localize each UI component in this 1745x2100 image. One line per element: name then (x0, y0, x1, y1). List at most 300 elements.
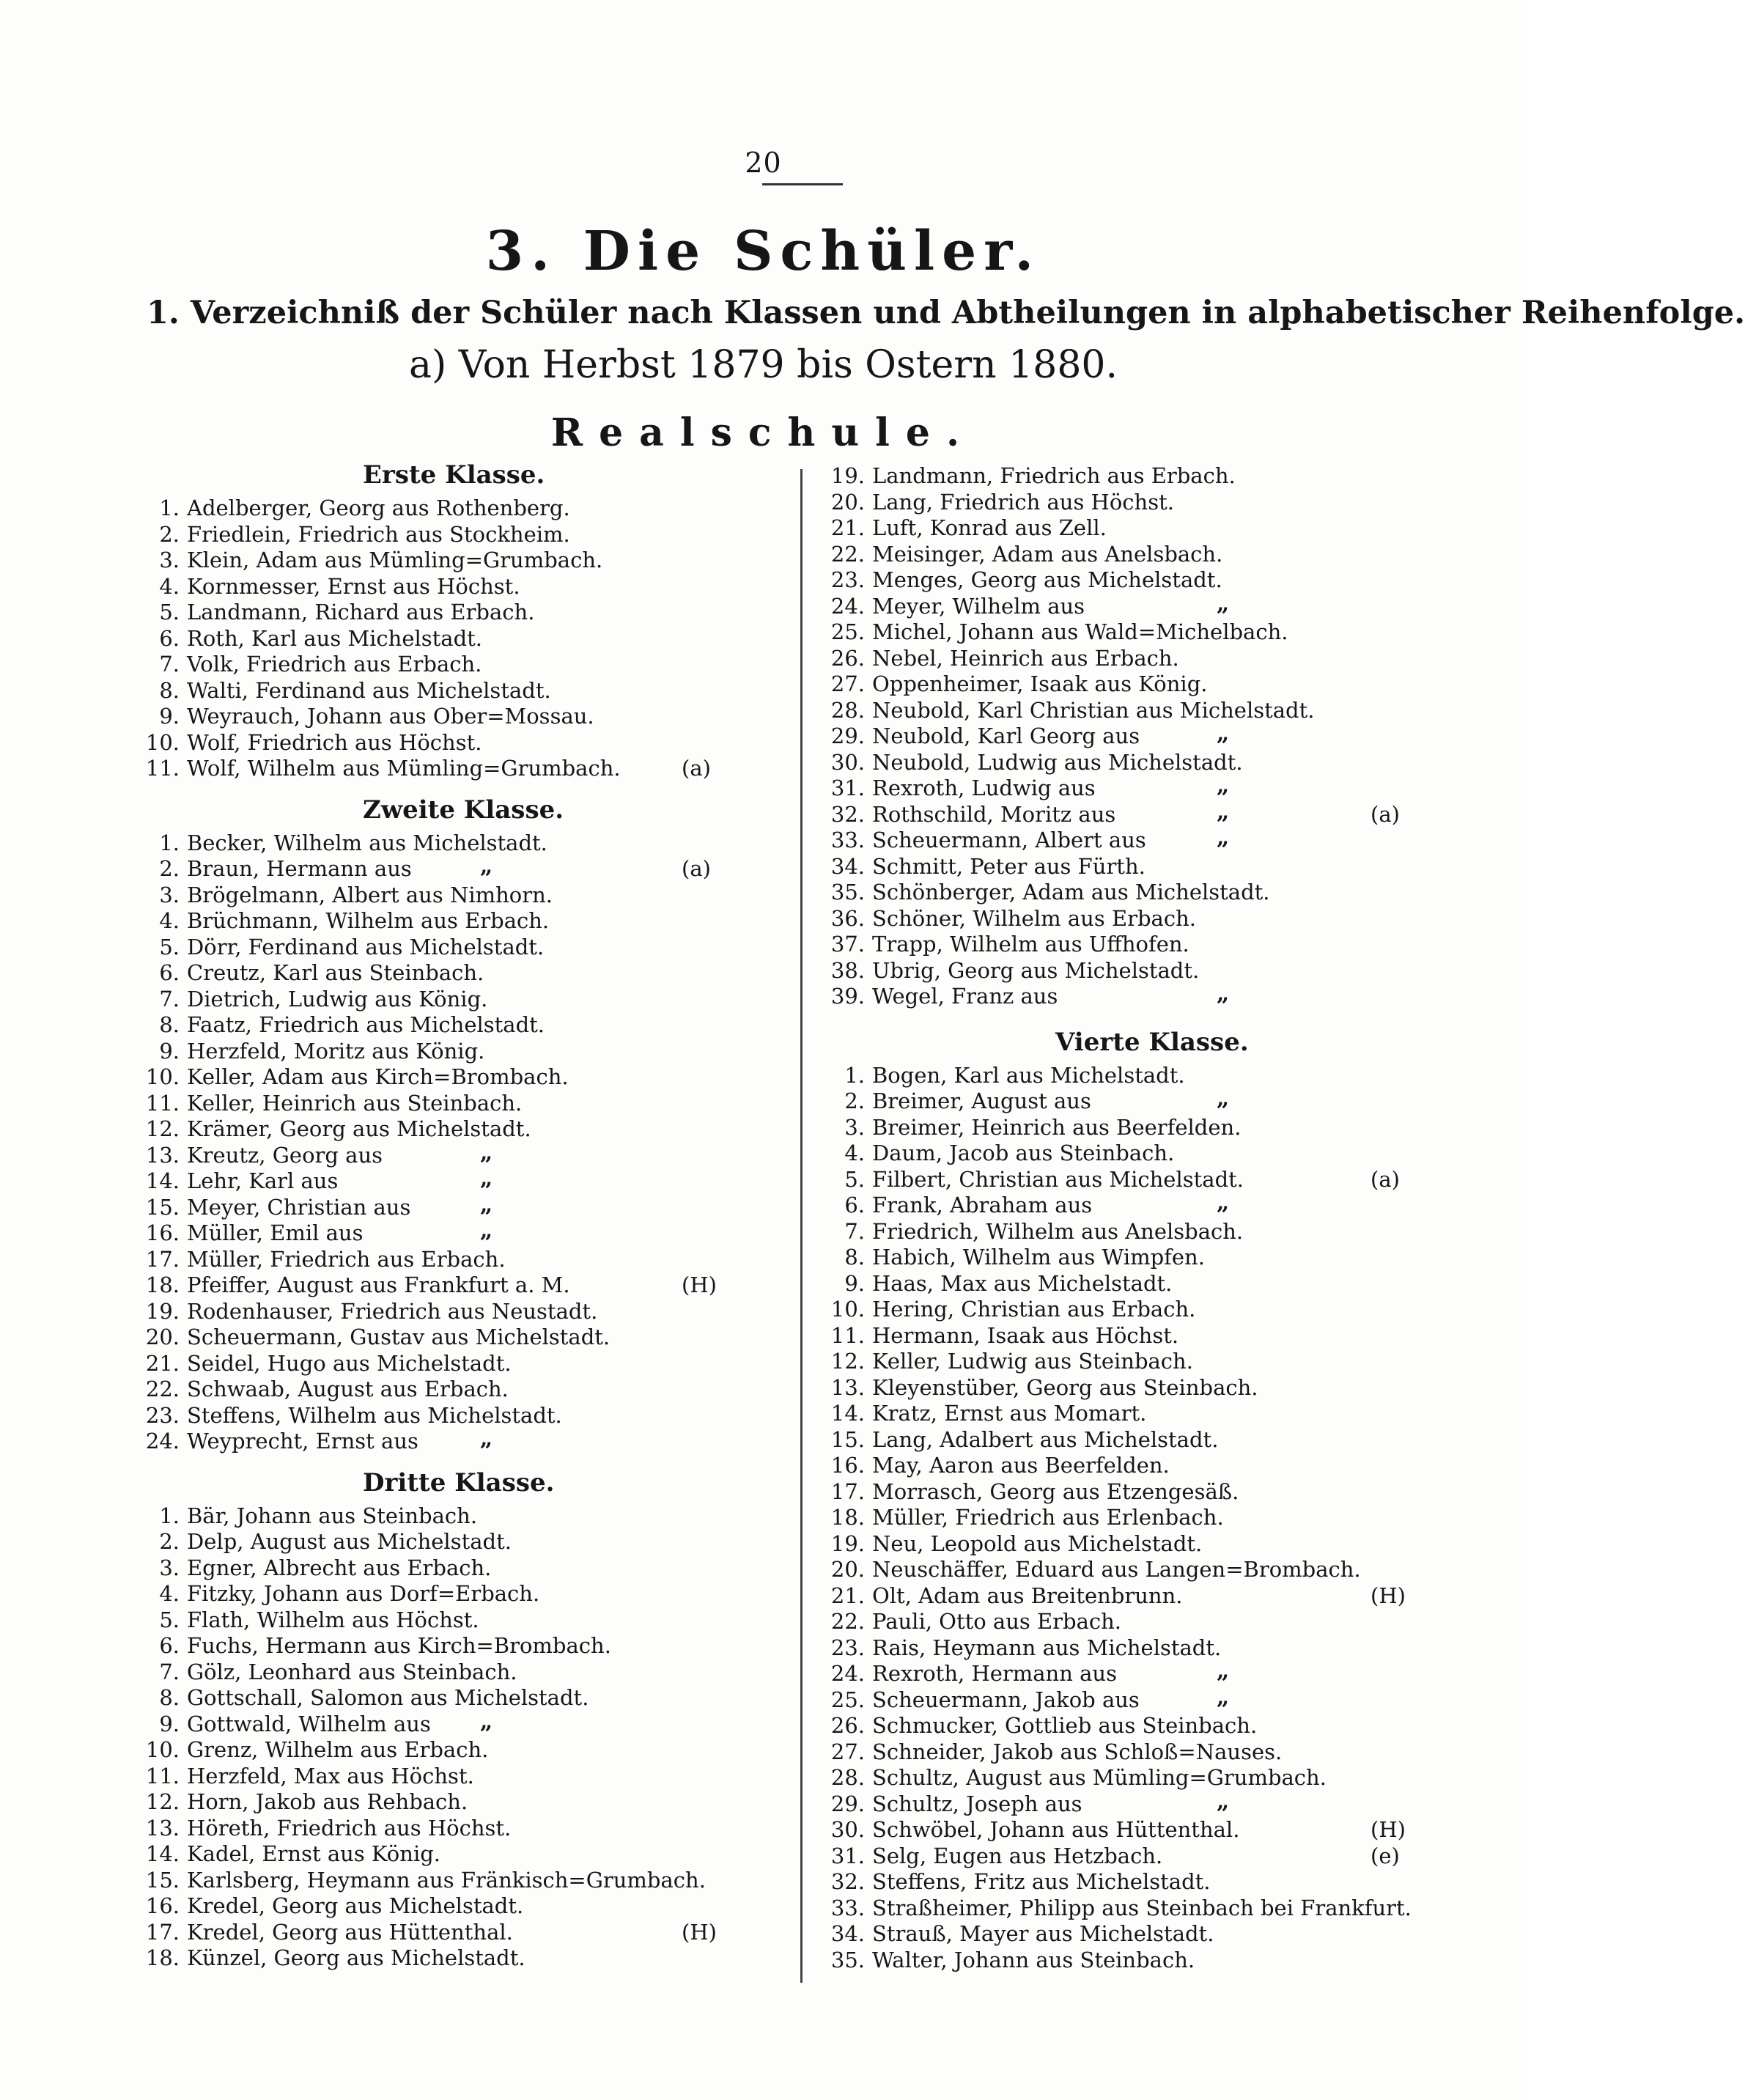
ditto-mark: „ (480, 1708, 493, 1734)
entry-text: Rexroth, Ludwig aus (872, 775, 1096, 800)
student-entry (143, 1868, 788, 1893)
entry-text: Gottschall, Salomon aus Michelstadt. (187, 1685, 589, 1710)
entry-text: Filbert, Christian aus Michelstadt. (872, 1166, 1244, 1192)
entry-number: 20. (830, 489, 865, 515)
student-entry (828, 1219, 1473, 1245)
entry-number: 15. (145, 1194, 180, 1220)
entry-text: Morrasch, Georg aus Etzengesäß. (872, 1478, 1239, 1504)
entry-number: 11. (145, 756, 180, 781)
student-entry (828, 932, 1473, 957)
entry-number: 32. (830, 801, 865, 827)
student-entry (143, 756, 788, 781)
page-number-rule (762, 183, 843, 185)
entry-number: 4. (844, 1141, 865, 1165)
entry-number: 25. (830, 1687, 865, 1712)
student-entry (828, 1115, 1473, 1141)
student-entry (828, 1505, 1473, 1530)
student-entry (143, 1403, 788, 1429)
student-entry (143, 1659, 788, 1685)
student-entry (143, 987, 788, 1012)
student-entry (828, 1167, 1473, 1193)
entry-number: 29. (830, 723, 865, 748)
student-entry (828, 671, 1473, 697)
student-entry (828, 1063, 1473, 1088)
student-entry (828, 723, 1473, 749)
student-entry (828, 1817, 1473, 1843)
entry-text: Creutz, Karl aus Steinbach. (187, 960, 484, 985)
student-entry (828, 825, 1473, 853)
entry-text: Strauß, Mayer aus Michelstadt. (872, 1921, 1214, 1946)
student-entry (143, 1685, 788, 1711)
entry-number: 17. (145, 1246, 180, 1272)
student-entry (143, 704, 788, 729)
student-entry (828, 1427, 1473, 1453)
entry-number: 6. (159, 960, 180, 985)
entry-number: 12. (830, 1349, 865, 1374)
entry-text: Weyprecht, Ernst aus (187, 1429, 418, 1454)
entry-text: Weyrauch, Johann aus Ober=Mossau. (187, 704, 594, 729)
entry-text: Brögelmann, Albert aus Nimhorn. (187, 882, 553, 907)
entry-text: Schultz, August aus Mümling=Grumbach. (872, 1765, 1327, 1790)
entry-number: 12. (145, 1116, 180, 1141)
ditto-mark: „ (1217, 825, 1230, 850)
ditto-mark: „ (1217, 1684, 1230, 1710)
entry-text: Wegel, Franz aus (872, 984, 1058, 1009)
entry-text: Kornmesser, Ernst aus Höchst. (187, 573, 520, 599)
ditto-mark: „ (1217, 1086, 1230, 1111)
student-entry (828, 490, 1473, 515)
ditto-mark: „ (1217, 773, 1230, 798)
student-entry (143, 1920, 788, 1945)
entry-text: Neubold, Karl Georg aus (872, 723, 1140, 748)
student-entry (828, 1190, 1473, 1218)
student-entry (828, 515, 1473, 541)
student-entry (828, 1141, 1473, 1166)
entry-number: 4. (159, 1581, 180, 1606)
student-entry (828, 958, 1473, 984)
entry-text: Luft, Konrad aus Zell. (872, 515, 1107, 540)
entry-text: Klein, Adam aus Mümling=Grumbach. (187, 548, 603, 572)
student-entry (143, 678, 788, 704)
entry-number: 33. (830, 828, 865, 852)
entry-number: 4. (159, 573, 180, 599)
entry-text: Walti, Ferdinand aus Michelstadt. (187, 677, 551, 703)
entry-text: Rais, Heymann aus Michelstadt. (872, 1635, 1222, 1660)
student-entry (828, 698, 1473, 723)
period-heading: a) Von Herbst 1879 bis Ostern 1880. (408, 343, 1118, 387)
entry-number: 22. (830, 541, 865, 567)
entry-number: 5. (159, 600, 180, 625)
student-entry (828, 1765, 1473, 1791)
student-entry (143, 1945, 788, 1971)
entry-number: 37. (830, 932, 865, 957)
entry-text: Rodenhauser, Friedrich aus Neustadt. (187, 1298, 598, 1324)
entry-text: Künzel, Georg aus Michelstadt. (187, 1945, 525, 1970)
entry-number: 12. (145, 1789, 180, 1814)
entry-text: May, Aaron aus Beerfelden. (872, 1453, 1170, 1478)
entry-text: Meyer, Wilhelm aus (872, 593, 1085, 619)
entry-text: Selg, Eugen aus Hetzbach. (872, 1843, 1163, 1868)
entry-number: 3. (159, 548, 180, 572)
entry-number: 10. (145, 729, 180, 755)
ditto-mark: „ (1217, 1788, 1230, 1814)
student-entry (143, 574, 788, 600)
student-entry (143, 1116, 788, 1142)
entry-text: Breimer, Heinrich aus Beerfelden. (872, 1114, 1242, 1140)
student-entry (143, 1841, 788, 1867)
student-entry (828, 906, 1473, 932)
entry-number: 33. (830, 1895, 865, 1920)
entry-number: 10. (830, 1297, 865, 1322)
student-entry (143, 1893, 788, 1919)
ditto-mark: „ (480, 1165, 493, 1191)
student-entry (143, 830, 788, 856)
entry-number: 1. (159, 1503, 180, 1528)
entry-text: Steffens, Fritz aus Michelstadt. (872, 1869, 1211, 1894)
student-entry (143, 1581, 788, 1607)
student-entry (143, 652, 788, 677)
entry-text: Scheuermann, Jakob aus (872, 1687, 1140, 1712)
entry-number: 16. (830, 1453, 865, 1478)
entry-number: 5. (159, 934, 180, 959)
student-entry (143, 600, 788, 625)
entry-text: Nebel, Heinrich aus Erbach. (872, 645, 1179, 671)
entry-number: 9. (159, 704, 180, 729)
entry-number: 17. (145, 1919, 180, 1945)
entry-number: 34. (830, 1921, 865, 1946)
entry-text: Rothschild, Moritz aus (872, 801, 1116, 827)
student-entry (143, 1247, 788, 1272)
student-entry (143, 883, 788, 908)
entry-text: Walter, Johann aus Steinbach. (872, 1947, 1195, 1972)
ditto-mark: „ (480, 853, 493, 879)
entry-number: 24. (830, 1661, 865, 1686)
entry-text: Becker, Wilhelm aus Michelstadt. (187, 830, 547, 855)
student-entry (828, 1739, 1473, 1765)
entry-number: 10. (145, 1064, 180, 1089)
entry-number: 21. (830, 1583, 865, 1608)
entry-text: Landmann, Friedrich aus Erbach. (872, 463, 1236, 488)
entry-text: Keller, Ludwig aus Steinbach. (872, 1349, 1193, 1374)
entry-number: 19. (145, 1298, 180, 1324)
entry-text: Friedrich, Wilhelm aus Anelsbach. (872, 1218, 1244, 1244)
entry-text: Kreutz, Georg aus (187, 1142, 383, 1168)
student-entry (143, 1607, 788, 1633)
entry-text: Ubrig, Georg aus Michelstadt. (872, 957, 1200, 983)
entry-text: Wolf, Wilhelm aus Mümling=Grumbach. (187, 756, 621, 781)
student-entry (143, 548, 788, 573)
entry-number: 34. (830, 853, 865, 879)
entry-text: Müller, Friedrich aus Erbach. (187, 1246, 506, 1272)
student-entry (828, 619, 1473, 645)
entry-text: Landmann, Richard aus Erbach. (187, 600, 535, 625)
entry-text: Gölz, Leonhard aus Steinbach. (187, 1659, 517, 1684)
student-entry (828, 798, 1473, 828)
entry-number: 11. (830, 1322, 865, 1348)
student-entry (828, 463, 1473, 489)
entry-number: 31. (830, 775, 865, 800)
student-entry (828, 1713, 1473, 1739)
student-entry (828, 1479, 1473, 1505)
entry-number: 9. (159, 1711, 180, 1736)
class-heading: Zweite Klasse. (363, 795, 564, 825)
student-entry (143, 1708, 788, 1737)
entry-number: 25. (830, 619, 865, 644)
entry-text: Menges, Georg aus Michelstadt. (872, 567, 1222, 592)
entry-text: Adelberger, Georg aus Rothenberg. (187, 495, 570, 520)
student-entry (143, 1139, 788, 1168)
ditto-mark: „ (1217, 1190, 1230, 1215)
entry-text: Trapp, Wilhelm aus Uffhofen. (872, 932, 1189, 957)
student-entry (143, 908, 788, 934)
entry-number: 2. (159, 521, 180, 547)
student-entry (828, 542, 1473, 567)
entry-text: Meisinger, Adam aus Anelsbach. (872, 541, 1223, 567)
entry-text: Rexroth, Hermann aus (872, 1661, 1117, 1686)
student-entry (143, 1764, 788, 1789)
class-heading: Erste Klasse. (363, 460, 545, 490)
entry-text: Michel, Johann aus Wald=Michelbach. (872, 619, 1288, 644)
student-entry (143, 1503, 788, 1529)
student-entry (828, 1788, 1473, 1817)
student-entry (828, 1453, 1473, 1478)
entry-number: 21. (145, 1350, 180, 1376)
student-entry (828, 775, 1473, 801)
entry-note: (H) (1370, 1583, 1406, 1608)
entry-number: 2. (159, 856, 180, 881)
entry-text: Pauli, Otto aus Erbach. (872, 1609, 1122, 1634)
entry-number: 7. (159, 1659, 180, 1684)
entry-text: Gottwald, Wilhelm aus (187, 1711, 431, 1736)
student-entry (828, 646, 1473, 671)
entry-number: 24. (145, 1429, 180, 1454)
entry-text: Delp, August aus Michelstadt. (187, 1529, 512, 1554)
student-entry (828, 1557, 1473, 1583)
entry-number: 15. (830, 1426, 865, 1452)
entry-text: Kredel, Georg aus Hüttenthal. (187, 1919, 513, 1945)
student-entry (828, 1531, 1473, 1557)
student-entry (828, 1948, 1473, 1973)
entry-number: 27. (830, 1739, 865, 1764)
student-entry (828, 1869, 1473, 1895)
entry-number: 29. (830, 1791, 865, 1816)
ditto-mark: „ (1217, 1658, 1230, 1684)
entry-number: 7. (159, 652, 180, 677)
school-heading: Realschule. (550, 410, 976, 455)
entry-text: Daum, Jacob aus Steinbach. (872, 1141, 1175, 1165)
entry-text: Lang, Friedrich aus Höchst. (872, 489, 1174, 515)
entry-number: 18. (145, 1945, 180, 1970)
ditto-mark: „ (1217, 798, 1230, 825)
entry-note: (H) (682, 1272, 717, 1297)
entry-number: 5. (844, 1166, 865, 1192)
entry-number: 17. (830, 1478, 865, 1504)
entry-text: Karlsberg, Heymann aus Fränkisch=Grumbach. (187, 1867, 706, 1893)
entry-number: 6. (159, 1633, 180, 1658)
entry-number: 30. (830, 749, 865, 775)
student-entry (143, 1325, 788, 1350)
entry-number: 4. (159, 908, 180, 933)
entry-text: Wolf, Friedrich aus Höchst. (187, 729, 482, 755)
student-entry (143, 1633, 788, 1659)
entry-number: 35. (830, 1947, 865, 1972)
entry-text: Faatz, Friedrich aus Michelstadt. (187, 1012, 545, 1037)
entry-text: Fuchs, Hermann aus Kirch=Brombach. (187, 1633, 611, 1658)
entry-text: Dietrich, Ludwig aus König. (187, 986, 488, 1012)
entry-number: 8. (159, 1685, 180, 1710)
entry-number: 27. (830, 671, 865, 696)
entry-number: 8. (844, 1245, 865, 1270)
entry-text: Lang, Adalbert aus Michelstadt. (872, 1426, 1219, 1452)
student-entry (143, 1064, 788, 1090)
entry-number: 14. (145, 1168, 180, 1193)
entry-text: Scheuermann, Gustav aus Michelstadt. (187, 1325, 610, 1349)
entry-number: 38. (830, 957, 865, 983)
entry-number: 3. (159, 1555, 180, 1580)
student-entry (828, 1375, 1473, 1401)
entry-text: Brüchmann, Wilhelm aus Erbach. (187, 908, 550, 933)
entry-number: 7. (844, 1218, 865, 1244)
entry-note: (H) (1370, 1817, 1406, 1842)
chapter-title: 3. Die Schüler. (485, 220, 1041, 283)
student-entry (828, 1609, 1473, 1635)
entry-number: 11. (145, 1763, 180, 1788)
entry-number: 26. (830, 1713, 865, 1738)
entry-number: 3. (844, 1114, 865, 1140)
entry-text: Straßheimer, Philipp aus Steinbach bei Frankfurt. (872, 1895, 1412, 1920)
entry-text: Lehr, Karl aus (187, 1168, 339, 1193)
class-heading: Dritte Klasse. (363, 1467, 555, 1497)
entry-text: Frank, Abraham aus (872, 1193, 1093, 1217)
entry-text: Flath, Wilhelm aus Höchst. (187, 1607, 479, 1632)
student-entry (828, 1297, 1473, 1322)
entry-text: Volk, Friedrich aus Erbach. (187, 652, 482, 677)
entry-number: 9. (844, 1270, 865, 1296)
student-entry (828, 880, 1473, 905)
entry-text: Krämer, Georg aus Michelstadt. (187, 1116, 531, 1141)
entry-number: 20. (830, 1557, 865, 1582)
entry-text: Pfeiffer, August aus Frankfurt a. M. (187, 1272, 570, 1297)
class-heading: Vierte Klasse. (1055, 1027, 1249, 1057)
entry-text: Steffens, Wilhelm aus Michelstadt. (187, 1402, 562, 1428)
ditto-mark: „ (1217, 721, 1230, 746)
entry-number: 6. (844, 1193, 865, 1217)
student-entry (828, 1921, 1473, 1947)
student-entry (143, 522, 788, 548)
entry-number: 23. (830, 567, 865, 592)
entry-number: 19. (830, 463, 865, 488)
student-entry (143, 1351, 788, 1377)
student-entry (143, 1191, 788, 1220)
entry-text: Hering, Christian aus Erbach. (872, 1297, 1196, 1322)
entry-number: 24. (830, 593, 865, 619)
entry-text: Schultz, Joseph aus (872, 1791, 1082, 1816)
entry-number: 18. (830, 1505, 865, 1530)
student-entry (143, 1529, 788, 1555)
entry-text: Egner, Albrecht aus Erbach. (187, 1555, 492, 1580)
entry-number: 30. (830, 1817, 865, 1842)
entry-text: Kleyenstüber, Georg aus Steinbach. (872, 1374, 1258, 1400)
student-entry (143, 1012, 788, 1038)
student-entry (143, 626, 788, 652)
student-entry (143, 495, 788, 521)
entry-number: 23. (830, 1635, 865, 1660)
entry-note: (a) (682, 756, 711, 781)
student-entry (143, 960, 788, 986)
entry-number: 15. (145, 1867, 180, 1893)
entry-number: 3. (159, 882, 180, 907)
entry-number: 7. (159, 986, 180, 1012)
entry-text: Friedlein, Friedrich aus Stockheim. (187, 521, 570, 547)
entry-number: 13. (830, 1374, 865, 1400)
entry-number: 2. (159, 1529, 180, 1554)
student-entry (143, 1737, 788, 1763)
entry-number: 8. (159, 677, 180, 703)
student-entry (143, 1816, 788, 1841)
entry-number: 1. (844, 1062, 865, 1088)
entry-text: Neuschäffer, Eduard aus Langen=Brombach. (872, 1557, 1361, 1582)
entry-number: 28. (830, 697, 865, 723)
entry-number: 13. (145, 1142, 180, 1168)
page-number: 20 (745, 147, 782, 179)
student-entry (828, 1349, 1473, 1374)
entry-text: Neubold, Karl Christian aus Michelstadt. (872, 697, 1315, 723)
student-entry (143, 1217, 788, 1246)
entry-text: Höreth, Friedrich aus Höchst. (187, 1815, 512, 1841)
entry-text: Breimer, August aus (872, 1088, 1091, 1113)
student-entry (828, 1843, 1473, 1869)
entry-text: Horn, Jakob aus Rehbach. (187, 1789, 468, 1814)
entry-text: Keller, Heinrich aus Steinbach. (187, 1090, 523, 1116)
entry-text: Kratz, Ernst aus Momart. (872, 1401, 1147, 1426)
ditto-mark: „ (480, 1139, 493, 1165)
list-subtitle: 1. Verzeichniß der Schüler nach Klassen und Abtheilungen in alphabetischer Reihenfolge. (147, 295, 1745, 331)
entry-number: 2. (844, 1088, 865, 1113)
entry-number: 13. (145, 1815, 180, 1841)
student-entry (828, 1684, 1473, 1713)
entry-text: Müller, Friedrich aus Erlenbach. (872, 1505, 1224, 1530)
entry-text: Herzfeld, Moritz aus König. (187, 1038, 485, 1064)
entry-text: Keller, Adam aus Kirch=Brombach. (187, 1064, 569, 1089)
entry-text: Bär, Johann aus Steinbach. (187, 1503, 478, 1528)
entry-text: Hermann, Isaak aus Höchst. (872, 1322, 1179, 1348)
student-entry (143, 1789, 788, 1815)
student-entry (828, 1635, 1473, 1661)
entry-number: 22. (830, 1609, 865, 1634)
student-entry (143, 1165, 788, 1194)
entry-text: Schwaab, August aus Erbach. (187, 1377, 509, 1401)
entry-note: (H) (682, 1919, 717, 1945)
student-entry (143, 935, 788, 960)
entry-number: 31. (830, 1843, 865, 1868)
entry-number: 8. (159, 1012, 180, 1037)
entry-text: Haas, Max aus Michelstadt. (872, 1270, 1173, 1296)
ditto-mark: „ (1217, 981, 1230, 1006)
entry-text: Neu, Leopold aus Michelstadt. (872, 1530, 1203, 1556)
student-entry (143, 1555, 788, 1581)
entry-number: 23. (145, 1402, 180, 1428)
entry-text: Schmucker, Gottlieb aus Steinbach. (872, 1713, 1258, 1738)
entry-number: 11. (145, 1090, 180, 1116)
entry-text: Seidel, Hugo aus Michelstadt. (187, 1350, 512, 1376)
entry-text: Schöner, Wilhelm aus Erbach. (872, 905, 1196, 931)
entry-number: 39. (830, 984, 865, 1009)
student-entry (828, 1088, 1473, 1114)
student-entry (828, 567, 1473, 593)
entry-text: Schneider, Jakob aus Schloß=Nauses. (872, 1739, 1283, 1764)
entry-text: Herzfeld, Max aus Höchst. (187, 1763, 474, 1788)
entry-number: 21. (830, 515, 865, 540)
